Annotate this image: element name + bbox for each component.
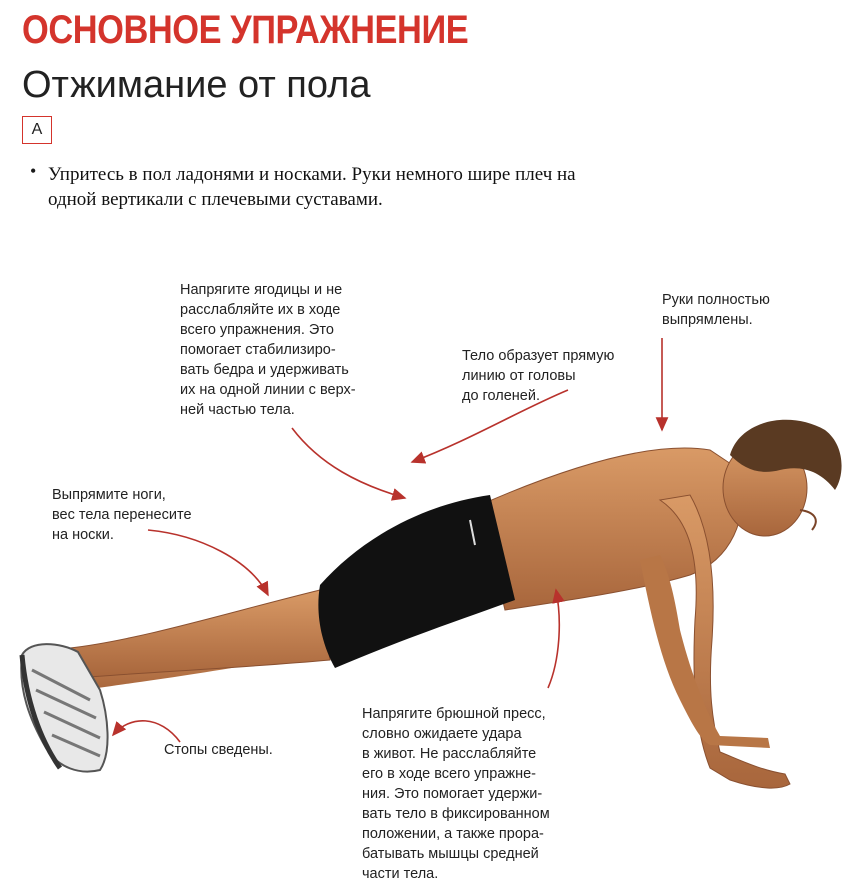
- callout-legs: Выпрямите ноги, вес тела перенесите на носки.: [52, 487, 192, 543]
- arrow-glutes: [292, 428, 405, 498]
- step-badge: A: [22, 116, 52, 144]
- exercise-subtitle: Отжимание от пола: [22, 64, 371, 106]
- callout-glutes: Напрягите ягодицы и не расслабляйте их в ходе всего упражнения. Это помогает стабилизиро- вать бедра и удерживать их на одной линии с верх- ней частью тела.: [180, 282, 356, 418]
- arrow-feet: [113, 721, 180, 742]
- bullet-marker: •: [30, 161, 37, 181]
- exercise-header-title: ОСНОВНОЕ УПРАЖНЕНИЕ: [22, 8, 469, 52]
- callout-feet: Стопы сведены.: [164, 742, 273, 758]
- shorts: [318, 495, 515, 668]
- callout-arms: Руки полностью выпрямлены.: [662, 292, 770, 328]
- callout-abs: Напрягите брюшной пресс, словно ожидаете удара в живот. Не расслабляйте его в ходе всего упражне- ния. Это помогает удержи- вать тело в фиксированном положении, а также прора- батывать мышцы средней части тела.: [362, 706, 550, 882]
- arrow-abs: [548, 590, 559, 688]
- leg-near: [70, 590, 330, 678]
- callout-body-line: Тело образует прямую линию от головы до голеней.: [462, 348, 615, 404]
- head-icon: [723, 420, 842, 536]
- instruction-text: Упритесь в пол ладонями и носками. Руки немного шире плеч на одной вертикали с плечевыми суставами.: [48, 164, 576, 210]
